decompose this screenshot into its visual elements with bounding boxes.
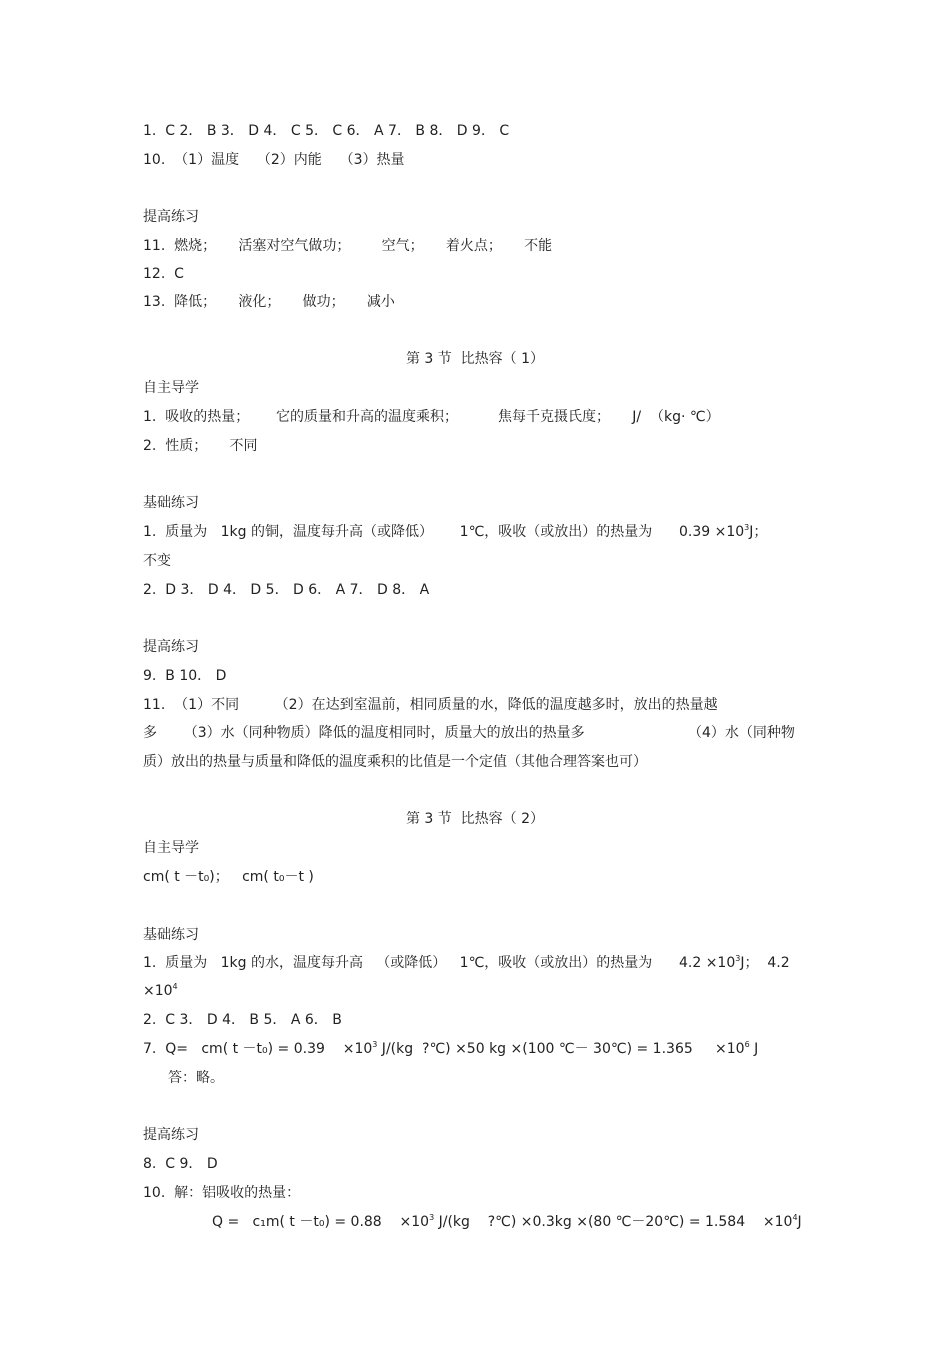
answer-line: （4）水（同种物 [688, 725, 795, 741]
answer-line: 11. （1）不同 （2）在达到室温前，相同质量的水，降低的温度越多时，放出的热量越 [143, 697, 718, 713]
answer-line-10: 10. （1）温度 （2）内能 （3）热量 [143, 152, 405, 168]
formula-line: Q = c₁m( t －t₀) = 0.88 $\times 10^3$ J/(kg ?℃) ×0.3kg ×(80 ℃－20℃) = 1.584 $\times 10^4J$ [212, 1213, 802, 1230]
answer-line: 9. B 10． D [143, 668, 227, 684]
answer-line-13: 13. 降低； 液化； 做功； 减小 [143, 294, 395, 310]
answer-line-1-9: 1. C 2． B 3． D 4． C 5． C 6． A 7． B 8． D 9． C [143, 123, 510, 139]
answer-line: 10. 解：铝吸收的热量： [143, 1185, 301, 1201]
answer-line: 质）放出的热量与质量和降低的温度乘积的比值是一个定值（其他合理答案也可） [143, 754, 647, 770]
section-heading: 提高练习 [143, 1127, 199, 1143]
answer-line-11: 11. 燃烧； 活塞对空气做功； 空气； 着火点； 不能 [143, 238, 553, 254]
section-heading: 自主导学 [143, 380, 199, 396]
section-title: 第 3 节 比热容（ 1） [405, 351, 545, 367]
section-heading: 提高练习 [143, 639, 199, 655]
answer-line: 1. 质量为 1kg 的铜，温度每升高（或降低） 1℃，吸收（或放出）的热量为 $0.39 \times 10^3J$； [143, 523, 768, 540]
answer-line: 2. D 3． D 4． D 5． D 6． A 7． D 8． A [143, 582, 430, 598]
answer-line: 1. 质量为 1kg 的水，温度每升高 （或降低） 1℃，吸收（或放出）的热量为 $4.2 \times 10^3J$； 4.2 [143, 954, 790, 971]
answer-line: 8. C 9． D [143, 1156, 218, 1172]
section-heading: 提高练习 [143, 209, 199, 225]
formula-line: 7. Q= cm( t －t₀) = 0.39 $\times 10^3$ J/(kg ?℃) ×50 kg ×(100 ℃－ 30℃) = 1.365 $\times 10^6$ J [143, 1040, 759, 1057]
section-heading: 基础练习 [143, 927, 199, 943]
answer-line: 答：略。 [168, 1070, 224, 1086]
answer-line: 不变 [143, 553, 171, 569]
section-heading: 基础练习 [143, 495, 199, 511]
answer-line-12: 12. C [143, 266, 184, 282]
answer-line: 1. 吸收的热量； 它的质量和升高的温度乘积； 焦每千克摄氏度； J/ （kg· ℃） [143, 409, 720, 425]
answer-line: cm( t －t₀)； cm( t₀－t ) [143, 869, 314, 885]
answer-line: 2. C 3． D 4． B 5． A 6． B [143, 1012, 342, 1028]
answer-line: $\times 10^4$ [143, 982, 178, 999]
answer-line: 多 （3）水（同种物质）降低的温度相同时，质量大的放出的热量多 [143, 725, 585, 741]
section-title: 第 3 节 比热容（ 2） [405, 811, 545, 827]
answer-line: 2. 性质； 不同 [143, 438, 258, 454]
section-heading: 自主导学 [143, 840, 199, 856]
